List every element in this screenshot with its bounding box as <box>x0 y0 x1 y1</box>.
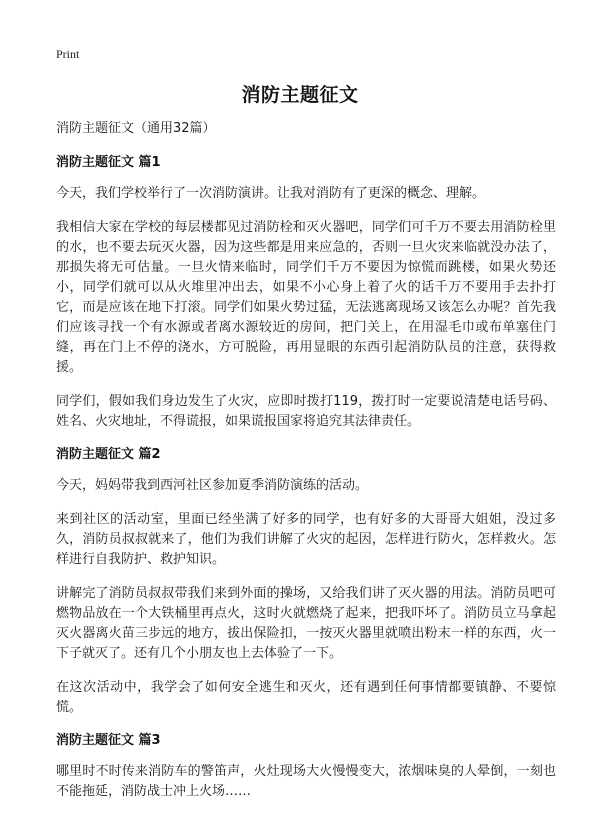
section-3 <box>56 732 556 802</box>
paragraph: 今天，妈妈带我到西河社区参加夏季消防演练的活动。 <box>56 478 369 493</box>
document-subtitle: 消防主题征文（通用32篇） <box>56 121 216 136</box>
section-1 <box>56 154 556 432</box>
section-2 <box>56 446 556 718</box>
section-heading: 消防主题征文 篇1 <box>56 155 161 170</box>
print-label: Print <box>56 47 80 61</box>
section-heading: 消防主题征文 篇2 <box>56 447 161 462</box>
paragraph: 在这次活动中，我学会了如何安全逃生和灭火，还有遇到任何事情都要镇静、不要惊慌。 <box>56 680 556 715</box>
section-heading: 消防主题征文 篇3 <box>56 733 161 748</box>
paragraph: 我相信大家在学校的每层楼都见过消防栓和灭火器吧，同学们可千万不要去用消防栓里的水，也不要去玩灭火器，因为这些都是用来应急的，否则一旦火灾来临就没办法了，那损失将无可估量。一旦火情来临时，同学们千万不要因为惊慌而跳楼，如果火势还小，同学们就可以从火堆里冲出去，如果不小心身上着了火的话千万不要用手去扑打它，而是应该在地下打滚。同学们如果火势过猛，无法逃离现场又该怎么办呢？首先我们应该寻找一个有水源或者离水源较近的房间，把门关上，在用湿毛巾或布单塞住门缝，再在门上不停的浇水，方可脱险，再用显眼的东西引起消防队员的注意，获得救援。 <box>56 220 556 375</box>
paragraph: 今天，我们学校举行了一次消防演讲。让我对消防有了更深的概念、理解。 <box>56 186 486 201</box>
page-title: 消防主题征文 <box>241 84 359 106</box>
paragraph: 讲解完了消防员叔叔带我们来到外面的操场，又给我们讲了灭火器的用法。消防员吧可燃物品放在一个大铁桶里再点火，这时火就燃烧了起来，把我吓坏了。消防员立马拿起灭火器离火苗三步远的地方，拔出保险扣，一按灭火器里就喷出粉末一样的东西，火一下子就灭了。还有几个小朋友也上去体验了一下。 <box>56 586 556 661</box>
paragraph: 哪里时不时传来消防车的警笛声，火灶现场大火慢慢变大，浓烟味臭的人晕倒，一刻也不能拖延，消防战士冲上火场…… <box>56 764 556 799</box>
document-body <box>56 120 556 816</box>
paragraph: 同学们，假如我们身边发生了火灾，应即时拨打119，拨打时一定要说清楚电话号码、姓名、火灾地址，不得谎报，如果谎报国家将追究其法律责任。 <box>56 394 556 429</box>
paragraph: 来到社区的活动室，里面已经坐满了好多的同学，也有好多的大哥哥大姐姐，没过多久，消防员叔叔就来了，他们为我们讲解了火灾的起因，怎样进行防火，怎样救火。怎样进行自我防护、救护知识。 <box>56 512 556 567</box>
